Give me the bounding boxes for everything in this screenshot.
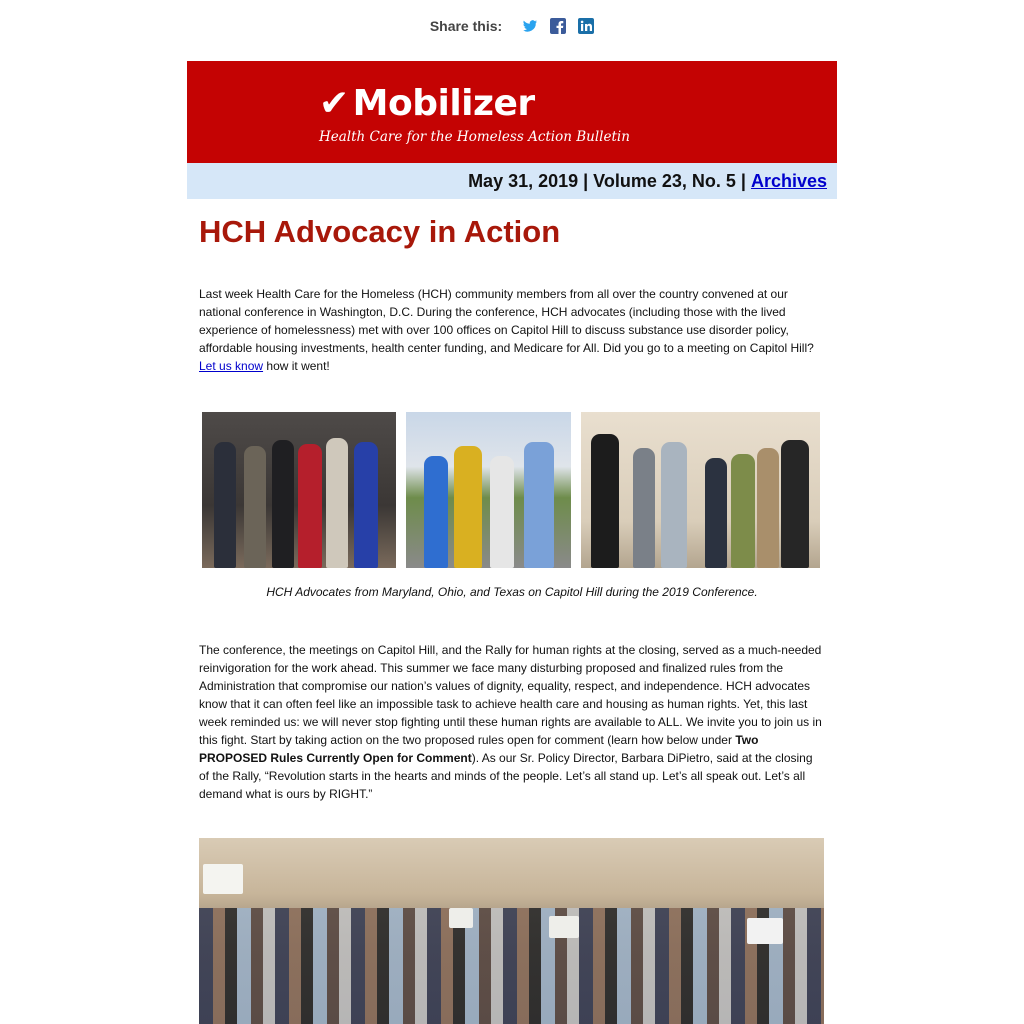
- photo-caption: HCH Advocates from Maryland, Ohio, and Texas on Capitol Hill during the 2019 Conference.: [266, 585, 758, 599]
- issue-dateline: [187, 163, 837, 199]
- let-us-know-link[interactable]: Let us know: [199, 359, 264, 373]
- header-banner: [187, 61, 837, 163]
- brand-name: Mobilizer: [352, 83, 535, 124]
- share-bar: [0, 18, 1024, 34]
- brand-logo: [319, 83, 535, 124]
- share-label: Share this:: [429, 18, 503, 34]
- tagline: Health Care for the Homeless Action Bulletin: [319, 129, 630, 145]
- archives-link[interactable]: Archives: [750, 170, 827, 191]
- twitter-icon[interactable]: [522, 18, 538, 34]
- article-title: HCH Advocacy in Action: [199, 214, 561, 249]
- linkedin-icon[interactable]: [578, 18, 594, 34]
- body-text-end: ). As our Sr. Policy Director, Barbara DiPietro, said at the closing of the Rally, “Revolution starts in the hearts and minds of the people. Let’s all stand up. Let’s all speak out. Let’s all demand what is ours by RIGHT.”: [199, 751, 813, 801]
- intro-paragraph: [199, 285, 823, 375]
- intro-text-end: how it went!: [266, 359, 330, 373]
- photo-maryland-advocates: [202, 412, 396, 568]
- body-text: The conference, the meetings on Capitol Hill, and the Rally for human rights at the closing, served as a much-needed reinvigoration for the work ahead. This summer we face many disturbing proposed and finalized rules from the Administration that compromise our nation’s values of dignity, equality, respect, and independence. HCH advocates know that it can often feel like an impossible task to achieve health care and housing as human rights. Yet, this last week reminded us: we will never stop fighting until these human rights are available to ALL. We invite you to join us in this fight. Start by taking action on the two proposed rules open for comment (learn how below under: [199, 643, 822, 747]
- issue-info: May 31, 2019 | Volume 23, No. 5 |: [468, 170, 746, 191]
- intro-text: Last week Health Care for the Homeless (HCH) community members from all over the country convened at our national conference in Washington, D.C. During the conference, HCH advocates (including those with the lived experience of homelessness) met with over 100 offices on Capitol Hill to discuss substance use disorder policy, affordable housing investments, health center funding, and Medicare for All. Did you go to a meeting on Capitol Hill?: [199, 287, 814, 355]
- photo-rally-crowd: [199, 838, 824, 1024]
- proposed-rules-callout: Two PROPOSED Rules Currently Open for Comment: [199, 733, 759, 765]
- photo-texas-advocates: [581, 412, 820, 568]
- body-paragraph: [199, 641, 823, 803]
- checkmark-icon: ✔: [319, 83, 349, 124]
- facebook-icon[interactable]: [550, 18, 566, 34]
- photo-ohio-advocates: [406, 412, 571, 568]
